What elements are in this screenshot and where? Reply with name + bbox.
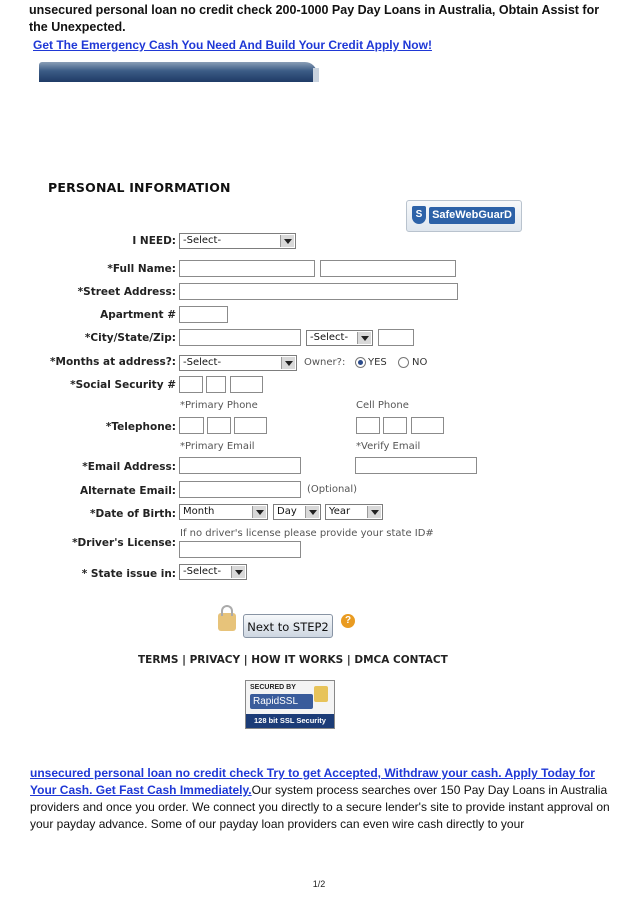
verify-email-input[interactable] — [355, 457, 477, 474]
city-label: *City/State/Zip: — [84, 332, 176, 344]
apply-now-link[interactable]: Get The Emergency Cash You Need And Build Your Credit Apply Now! — [33, 38, 432, 52]
alt-email-label: Alternate Email: — [80, 485, 176, 497]
shield-icon: S — [412, 206, 426, 224]
cell-line-input[interactable] — [411, 417, 444, 434]
ssn-label: *Social Security # — [70, 379, 176, 391]
owner-yes-radio[interactable] — [355, 357, 366, 368]
street-input[interactable] — [179, 283, 458, 300]
ssn-part2-input[interactable] — [206, 376, 226, 393]
state-issue-label: * State issue in: — [81, 568, 176, 580]
body-paragraph — [30, 765, 615, 833]
city-input[interactable] — [179, 329, 301, 346]
chevron-down-icon — [280, 235, 294, 247]
alt-email-input[interactable] — [179, 481, 301, 498]
primary-email-hint: *Primary Email — [180, 441, 255, 452]
last-name-input[interactable] — [320, 260, 456, 277]
owner-no-label: NO — [412, 357, 428, 368]
chevron-down-icon — [231, 566, 245, 578]
first-name-input[interactable] — [179, 260, 315, 277]
body-text: Our system process searches over 150 Pay Day Loans in Australia providers and once you order. We connect you directly to a secure lender's site to provide instant approval on your payday advance. Some of our payday loan providers can even wire cash directly to your — [30, 783, 610, 831]
owner-no-radio[interactable] — [398, 357, 409, 368]
state-select[interactable]: -Select- — [306, 330, 373, 346]
apartment-label: Apartment # — [100, 309, 176, 321]
months-select[interactable]: -Select- — [179, 355, 297, 371]
page-number: 1/2 — [312, 879, 326, 889]
safewebguard-label: SafeWebGuarD — [429, 207, 515, 224]
optional-hint: (Optional) — [307, 484, 358, 495]
padlock-icon — [314, 686, 328, 702]
safewebguard-badge — [406, 200, 522, 232]
i-need-label: I NEED: — [132, 235, 176, 247]
page-heading: unsecured personal loan no credit check 200-1000 Pay Day Loans in Australia, Obtain Assist for the Unexpected. — [29, 3, 600, 34]
dob-year-select[interactable]: Year — [325, 504, 383, 520]
cell-area-input[interactable] — [356, 417, 380, 434]
license-input[interactable] — [179, 541, 301, 558]
telephone-label: *Telephone: — [105, 421, 176, 433]
lock-icon — [218, 613, 236, 631]
help-icon[interactable]: ? — [341, 614, 355, 628]
months-label: *Months at address?: — [50, 356, 176, 368]
license-note: If no driver's license please provide your state ID# — [180, 528, 434, 539]
email-input[interactable] — [179, 457, 301, 474]
chevron-down-icon — [305, 506, 319, 518]
street-label: *Street Address: — [77, 286, 176, 298]
owner-yes-label: YES — [368, 357, 387, 368]
i-need-select[interactable]: -Select- — [179, 233, 296, 249]
state-issue-select[interactable]: -Select- — [179, 564, 247, 580]
chevron-down-icon — [357, 332, 371, 344]
section-title: PERSONAL INFORMATION — [48, 180, 231, 195]
dob-day-select[interactable]: Day — [273, 504, 321, 520]
dob-month-select[interactable]: Month — [179, 504, 268, 520]
verify-email-hint: *Verify Email — [356, 441, 421, 452]
email-label: *Email Address: — [82, 461, 176, 473]
full-name-label: *Full Name: — [107, 263, 176, 275]
body-link[interactable]: unsecured personal loan no credit check Try to get Accepted, Withdraw your cash. Apply Today for Your Cash. Get Fast Cash Immediately. — [30, 766, 595, 797]
cell-phone-hint: Cell Phone — [356, 400, 409, 411]
owner-label: Owner?: — [304, 357, 346, 368]
next-step-button[interactable]: Next to STEP2 — [243, 614, 333, 638]
chevron-down-icon — [252, 506, 266, 518]
chevron-down-icon — [367, 506, 381, 518]
zip-input[interactable] — [378, 329, 414, 346]
license-label: *Driver's License: — [72, 537, 176, 549]
ssn-part3-input[interactable] — [230, 376, 263, 393]
phone-area-input[interactable] — [179, 417, 204, 434]
primary-phone-hint: *Primary Phone — [180, 400, 258, 411]
ssn-part1-input[interactable] — [179, 376, 203, 393]
dob-label: *Date of Birth: — [90, 508, 176, 520]
footer-links[interactable]: TERMS | PRIVACY | HOW IT WORKS | DMCA CONTACT — [138, 654, 448, 666]
ssl-brand: RapidSSL — [250, 694, 313, 709]
ssl-secured-by: SECURED BY — [250, 684, 296, 691]
rapidssl-seal — [245, 680, 335, 729]
chevron-down-icon — [281, 357, 295, 369]
phone-prefix-input[interactable] — [207, 417, 231, 434]
phone-line-input[interactable] — [234, 417, 267, 434]
apartment-input[interactable] — [179, 306, 228, 323]
cell-prefix-input[interactable] — [383, 417, 407, 434]
ssl-strength: 128 bit SSL Security — [246, 714, 334, 728]
